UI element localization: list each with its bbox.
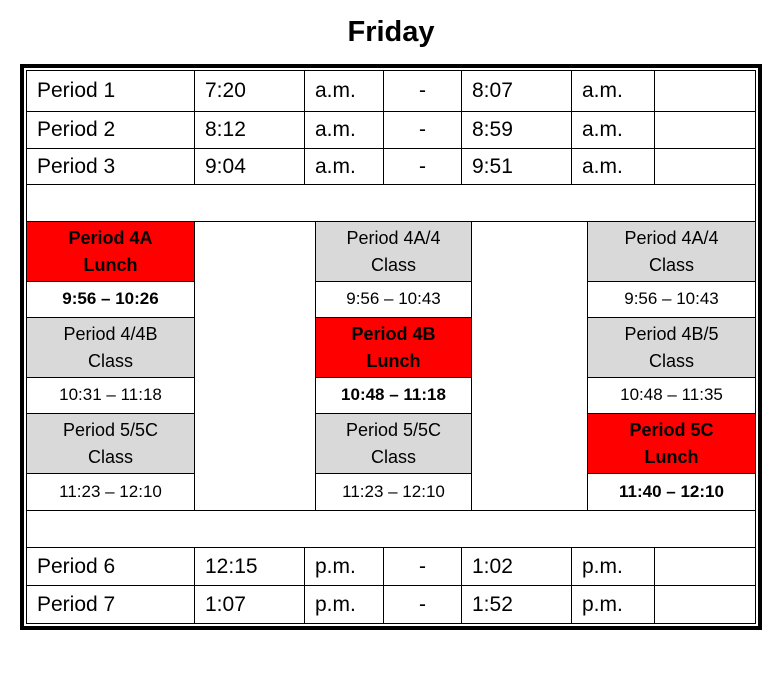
- start-meridiem-cell: a.m.: [305, 71, 384, 111]
- block-label-line2: Class: [370, 254, 416, 275]
- block-time: 9:56 – 10:43: [587, 282, 755, 318]
- empty-cell: [655, 548, 755, 585]
- block-label-line1: Period 5C: [629, 420, 714, 441]
- block-label-line1: Period 5/5C: [62, 420, 159, 441]
- class-block-header: [315, 414, 472, 474]
- lunch-block-header: [27, 222, 195, 282]
- start-time-cell: 7:20: [195, 71, 305, 111]
- end-meridiem-cell: a.m.: [572, 71, 655, 111]
- block-label-line2: Lunch: [644, 446, 699, 467]
- block-label-line2: Class: [87, 446, 133, 467]
- time-separator-cell: -: [384, 71, 462, 111]
- block-time: 10:31 – 11:18: [27, 378, 195, 414]
- block-label-line1: Period 4A: [68, 228, 153, 249]
- period-row-6: [27, 548, 755, 586]
- empty-cell: [655, 586, 755, 623]
- block-time: 10:48 – 11:18: [315, 378, 472, 414]
- end-meridiem-cell: a.m.: [572, 112, 655, 148]
- block-time: 9:56 – 10:43: [315, 282, 472, 318]
- class-block-header: [27, 414, 195, 474]
- start-time-cell: 12:15: [195, 548, 305, 585]
- end-time-cell: 8:59: [462, 112, 572, 148]
- period-name-cell: Period 2: [27, 112, 195, 148]
- block-time: 10:48 – 11:35: [587, 378, 755, 414]
- time-separator-cell: -: [384, 548, 462, 585]
- end-meridiem-cell: p.m.: [572, 586, 655, 623]
- time-separator-cell: -: [384, 149, 462, 184]
- period-row-1: [27, 71, 755, 112]
- spacer-row: [27, 185, 755, 222]
- class-block-header: [587, 222, 755, 282]
- block-label-line1: Period 4A/4: [346, 228, 441, 249]
- block-time: 11:23 – 12:10: [27, 474, 195, 510]
- end-time-cell: 1:52: [462, 586, 572, 623]
- spacer-row: [27, 511, 755, 548]
- block-label-line2: Lunch: [83, 254, 138, 275]
- schedule-page: [0, 16, 782, 630]
- block-label-line2: Class: [370, 446, 416, 467]
- schedule-table: [20, 64, 762, 630]
- period-row-3: [27, 149, 755, 185]
- time-separator-cell: -: [384, 112, 462, 148]
- period-row-2: [27, 112, 755, 149]
- lunch-section: [27, 222, 755, 511]
- start-meridiem-cell: a.m.: [305, 149, 384, 184]
- period-name-cell: Period 6: [27, 548, 195, 585]
- period-name-cell: Period 3: [27, 149, 195, 184]
- block-label-line1: Period 4B/5: [624, 324, 719, 345]
- end-meridiem-cell: a.m.: [572, 149, 655, 184]
- class-block-header: [315, 222, 472, 282]
- block-label-line2: Class: [648, 254, 694, 275]
- block-time: 11:23 – 12:10: [315, 474, 472, 510]
- block-time: 11:40 – 12:10: [587, 474, 755, 510]
- block-label-line2: Lunch: [366, 350, 421, 371]
- end-time-cell: 8:07: [462, 71, 572, 111]
- block-label-line1: Period 4/4B: [63, 324, 158, 345]
- block-label-line1: Period 4B: [351, 324, 436, 345]
- end-time-cell: 9:51: [462, 149, 572, 184]
- page-title: Friday: [347, 16, 435, 48]
- empty-cell: [655, 112, 755, 148]
- class-block-header: [27, 318, 195, 378]
- empty-cell: [655, 71, 755, 111]
- period-name-cell: Period 1: [27, 71, 195, 111]
- class-block-header: [587, 318, 755, 378]
- end-meridiem-cell: p.m.: [572, 548, 655, 585]
- empty-cell: [655, 149, 755, 184]
- end-time-cell: 1:02: [462, 548, 572, 585]
- block-label-line2: Class: [648, 350, 694, 371]
- lunch-block-header: [315, 318, 472, 378]
- period-name-cell: Period 7: [27, 586, 195, 623]
- lunch-block-header: [587, 414, 755, 474]
- block-time: 9:56 – 10:26: [27, 282, 195, 318]
- schedule-table-inner: [26, 70, 756, 624]
- start-time-cell: 1:07: [195, 586, 305, 623]
- block-label-line1: Period 5/5C: [345, 420, 442, 441]
- block-label-line1: Period 4A/4: [624, 228, 719, 249]
- block-label-line2: Class: [87, 350, 133, 371]
- period-row-7: [27, 586, 755, 623]
- start-meridiem-cell: p.m.: [305, 548, 384, 585]
- time-separator-cell: -: [384, 586, 462, 623]
- start-meridiem-cell: p.m.: [305, 586, 384, 623]
- start-time-cell: 8:12: [195, 112, 305, 148]
- start-meridiem-cell: a.m.: [305, 112, 384, 148]
- start-time-cell: 9:04: [195, 149, 305, 184]
